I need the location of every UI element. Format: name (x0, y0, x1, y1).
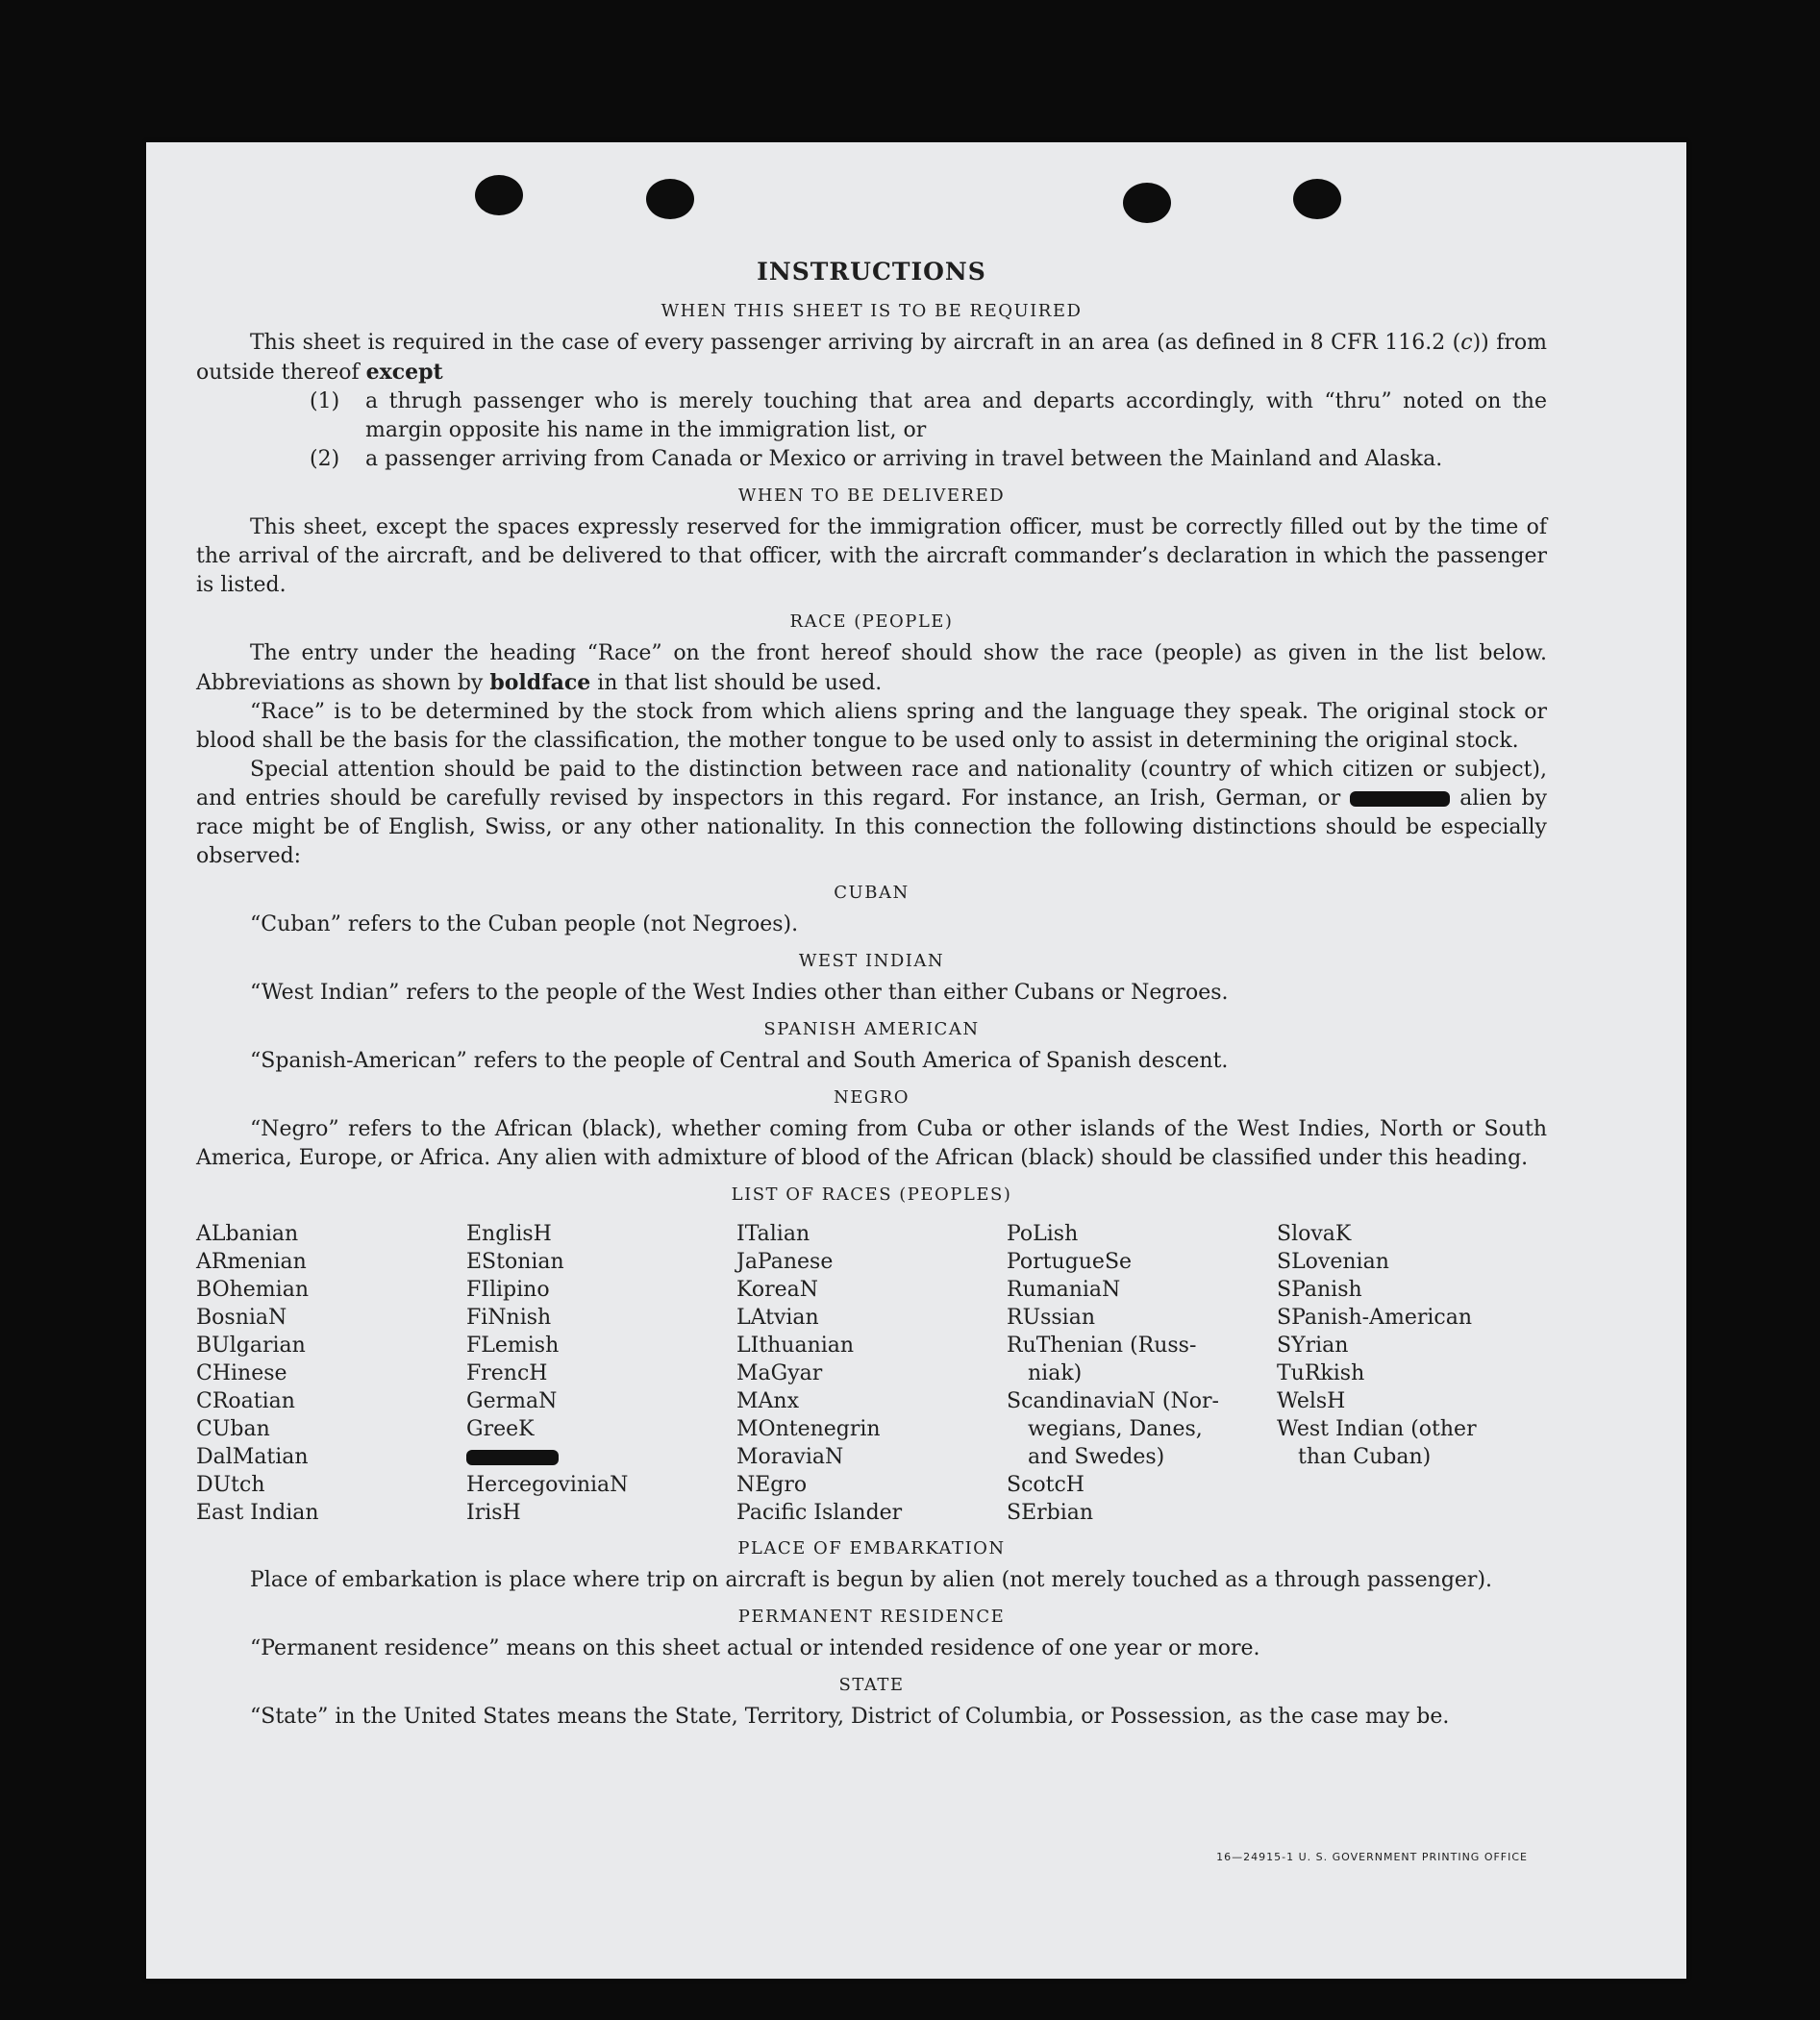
races-column-2 (466, 1220, 736, 1527)
race-entry: ITalian (736, 1222, 810, 1246)
race-entry: NEgro (736, 1473, 808, 1497)
race-entry: wegians, Danes, (1028, 1417, 1203, 1441)
race-paragraph-1: The entry under the heading “Race” on the front hereof should show the race (people) as given in the list below. Abbreviations as shown by boldface in that list should be used. (196, 641, 1547, 695)
section-heading-races-list: LIST OF RACES (PEOPLES) (731, 1185, 1012, 1205)
punch-hole (1123, 183, 1171, 223)
race-entry: SLovenian (1277, 1250, 1389, 1274)
race-entry: GermaN (466, 1389, 558, 1413)
race-entry: RUssian (1007, 1306, 1096, 1330)
race-entry: TuRkish (1277, 1361, 1365, 1385)
race-entry: East Indian (196, 1501, 319, 1525)
section-heading-embarkation: PLACE OF EMBARKATION (737, 1538, 1006, 1559)
race-entry: PortugueSe (1007, 1250, 1133, 1274)
race-entry: DalMatian (196, 1445, 309, 1469)
section-heading-residence: PERMANENT RESIDENCE (737, 1607, 1006, 1627)
redaction-mark (466, 1450, 559, 1465)
races-column-4 (1007, 1220, 1277, 1527)
race-entry: SlovaK (1277, 1222, 1352, 1246)
cuban-definition: “Cuban” refers to the Cuban people (not Negroes). (250, 912, 799, 936)
page-title: INSTRUCTIONS (757, 258, 986, 286)
delivered-paragraph: This sheet, except the spaces expressly reserved for the immigration officer, must be correctly filled out by the time of the arrival of the aircraft, and be delivered to that officer, with the aircraft commander’s declaration in which the passenger is listed. (196, 515, 1547, 597)
state-definition: “State” in the United States means the State, Territory, District of Columbia, or Possession, as the case may be. (250, 1705, 1450, 1729)
exception-item-1: (1) a thrugh passenger who is merely touching that area and departs accordingly, with “thru” noted on the margin opposite his name in the immigration list, or (310, 389, 1547, 442)
race-entry: LAtvian (736, 1306, 819, 1330)
spanish-american-definition: “Spanish-American” refers to the people of Central and South America of Spanish descent. (250, 1049, 1229, 1073)
section-heading-race: RACE (PEOPLE) (789, 611, 954, 632)
race-entry: ARmenian (196, 1250, 307, 1274)
section-heading-cuban: CUBAN (834, 883, 910, 903)
race-entry: EnglisH (466, 1222, 552, 1246)
race-entry: ScandinaviaN (Nor- (1007, 1389, 1219, 1413)
race-entry: CHinese (196, 1361, 287, 1385)
races-column-5 (1277, 1220, 1547, 1527)
races-column-3 (736, 1220, 1007, 1527)
race-entry: WelsH (1277, 1389, 1346, 1413)
race-entry: FrencH (466, 1361, 548, 1385)
race-entry: ScotcH (1007, 1473, 1085, 1497)
race-entry: EStonian (466, 1250, 564, 1274)
races-list (196, 1220, 1547, 1527)
race-entry: MOntenegrin (736, 1417, 881, 1441)
race-paragraph-3: Special attention should be paid to the distinction between race and nationality (country of which citizen or subject), and entries should be carefully revised by inspectors in this regard. For instance, an Irish, German, or alien by race might be of English, Swiss, or any other nationality. In this connection the following distinctions should be especially observed: (196, 758, 1548, 868)
race-paragraph-2: “Race” is to be determined by the stock from which aliens spring and the language they speak. The original stock or blood shall be the basis for the classification, the mother tongue to be used only to assist in determining the original stock. (196, 700, 1547, 753)
race-entry: PoLish (1007, 1222, 1079, 1246)
race-entry: RuThenian (Russ- (1007, 1334, 1197, 1358)
race-entry: MaGyar (736, 1361, 823, 1385)
race-entry: CUban (196, 1417, 270, 1441)
redaction-mark (1350, 791, 1450, 807)
race-entry: JaPanese (736, 1250, 834, 1274)
race-entry: FiNnish (466, 1306, 552, 1330)
race-entry: CRoatian (196, 1389, 295, 1413)
race-entry: SErbian (1007, 1501, 1094, 1525)
section-heading-negro: NEGRO (833, 1087, 910, 1108)
race-entry: West Indian (other (1277, 1417, 1477, 1441)
race-entry: SPanish-American (1277, 1306, 1473, 1330)
punch-hole (1293, 179, 1341, 219)
document-page (146, 142, 1686, 1979)
section-heading-west-indian: WEST INDIAN (798, 951, 945, 971)
race-entry: IrisH (466, 1501, 521, 1525)
race-entry: niak) (1028, 1361, 1083, 1385)
race-entry: and Swedes) (1028, 1445, 1165, 1469)
west-indian-definition: “West Indian” refers to the people of the West Indies other than either Cubans or Negroes. (250, 981, 1229, 1005)
race-entry: ALbanian (196, 1222, 299, 1246)
race-entry: FLemish (466, 1334, 560, 1358)
races-column-1 (196, 1220, 466, 1527)
section-heading-required: WHEN THIS SHEET IS TO BE REQUIRED (661, 301, 1083, 321)
punch-hole (646, 179, 694, 219)
exception-item-2: (2) a passenger arriving from Canada or Mexico or arriving in travel between the Mainland and Alaska. (310, 447, 1443, 471)
printer-footer: 16—24915-1 U. S. GOVERNMENT PRINTING OFFICE (1216, 1851, 1528, 1863)
race-entry: RumaniaN (1007, 1278, 1121, 1302)
race-entry: KoreaN (736, 1278, 818, 1302)
instructions-body (196, 258, 1547, 1732)
section-heading-state: STATE (838, 1675, 905, 1695)
section-heading-spanish-american: SPANISH AMERICAN (763, 1019, 980, 1039)
race-entry: DUtch (196, 1473, 265, 1497)
punch-hole (475, 175, 523, 215)
race-entry: than Cuban) (1298, 1445, 1432, 1469)
race-entry: SPanish (1277, 1278, 1362, 1302)
residence-definition: “Permanent residence” means on this sheet actual or intended residence of one year or more. (250, 1636, 1260, 1660)
race-entry: Pacific Islander (736, 1501, 903, 1525)
race-entry: SYrian (1277, 1334, 1349, 1358)
race-entry: BOhemian (196, 1278, 309, 1302)
race-entry: HercegoviniaN (466, 1473, 629, 1497)
race-entry: MAnx (736, 1389, 799, 1413)
race-entry: GreeK (466, 1417, 535, 1441)
negro-definition: “Negro” refers to the African (black), whether coming from Cuba or other islands of the West Indies, North or South America, Europe, or Africa. Any alien with admixture of blood of the African (black) should be classified under this heading. (196, 1117, 1547, 1170)
race-entry: LIthuanian (736, 1334, 855, 1358)
embarkation-definition: Place of embarkation is place where trip on aircraft is begun by alien (not merely touched as a through passenger). (250, 1568, 1493, 1592)
race-entry: BosniaN (196, 1306, 287, 1330)
race-entry: MoraviaN (736, 1445, 844, 1469)
race-entry: BUlgarian (196, 1334, 306, 1358)
section-heading-delivered: WHEN TO BE DELIVERED (737, 486, 1006, 506)
race-entry-redacted (466, 1443, 736, 1471)
required-paragraph: This sheet is required in the case of every passenger arriving by aircraft in an area (as defined in 8 CFR 116.2 (c)) from outside thereof except (196, 331, 1547, 385)
race-entry: FIlipino (466, 1278, 550, 1302)
